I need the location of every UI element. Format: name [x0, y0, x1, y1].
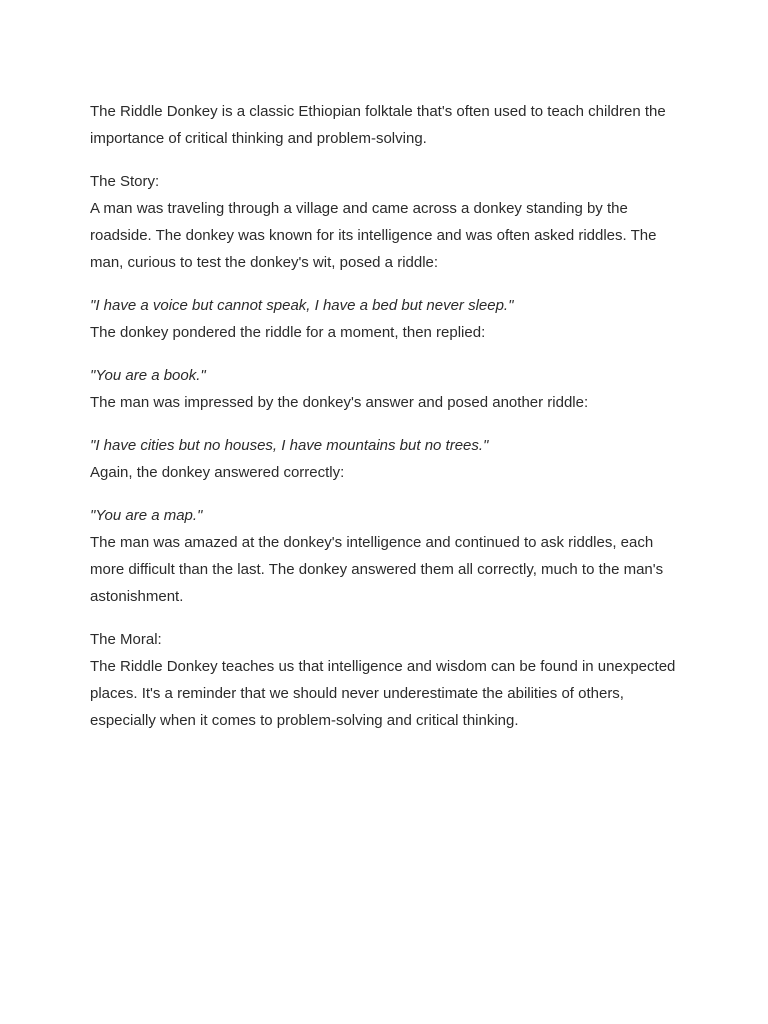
answer-2-block	[90, 502, 690, 610]
narration-3: Again, the donkey answered correctly:	[90, 464, 345, 481]
answer-1-quote: "You are a book."	[90, 367, 206, 384]
moral-heading: The Moral:	[90, 631, 162, 648]
narration-1: The donkey pondered the riddle for a moment, then replied:	[90, 324, 486, 341]
narration-4: The man was amazed at the donkey's intelligence and continued to ask riddles, each more difficult than the last. The donkey answered them all correctly, much to the man's astonishment.	[90, 534, 664, 605]
story-heading: The Story:	[90, 173, 160, 190]
riddle-2-quote: "I have cities but no houses, I have mountains but no trees."	[90, 437, 489, 454]
story-section	[90, 168, 690, 276]
narration-2: The man was impressed by the donkey's answer and posed another riddle:	[90, 394, 589, 411]
riddle-2-block	[90, 432, 690, 486]
moral-text: The Riddle Donkey teaches us that intelligence and wisdom can be found in unexpected places. It's a reminder that we should never underestimate the abilities of others, especially when it comes to problem-solving and critical thinking.	[90, 658, 676, 729]
riddle-1-block	[90, 292, 690, 346]
answer-1-block	[90, 362, 690, 416]
moral-section	[90, 626, 690, 734]
riddle-1-quote: "I have a voice but cannot speak, I have a bed but never sleep."	[90, 297, 514, 314]
intro-paragraph: The Riddle Donkey is a classic Ethiopian folktale that's often used to teach children the importance of critical thinking and problem-solving.	[90, 103, 666, 147]
answer-2-quote: "You are a map."	[90, 507, 203, 524]
document-page	[90, 98, 690, 750]
story-opening-text: A man was traveling through a village and came across a donkey standing by the roadside. The donkey was known for its intelligence and was often asked riddles. The man, curious to test the donkey's wit, posed a riddle:	[90, 200, 657, 271]
